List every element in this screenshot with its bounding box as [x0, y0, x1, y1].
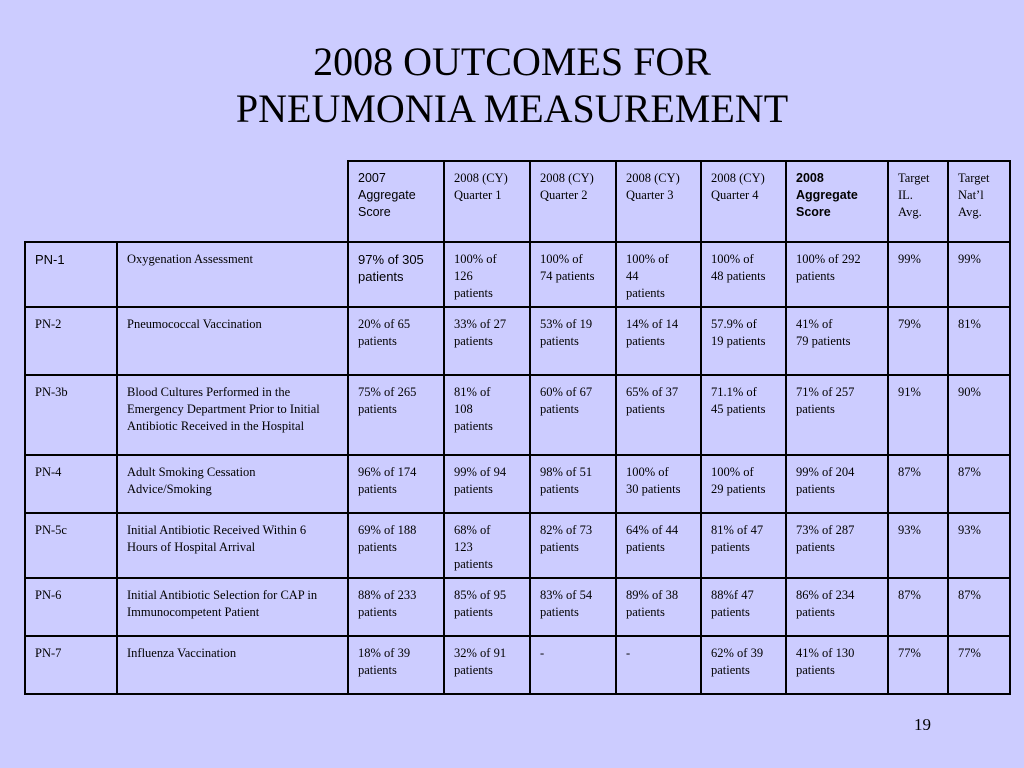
measure-code: PN-7: [25, 636, 117, 694]
score-2008-aggregate: 99% of 204 patients: [786, 455, 888, 513]
score-2007: 18% of 39 patients: [348, 636, 444, 694]
score-q1: 81% of 108 patients: [444, 375, 530, 455]
measure-name: Adult Smoking Cessation Advice/Smoking: [117, 455, 348, 513]
score-q2: 53% of 19 patients: [530, 307, 616, 375]
title-line-2: PNEUMONIA MEASUREMENT: [235, 86, 789, 131]
slide-title: [0, 38, 1024, 132]
target-natl: 93%: [948, 513, 1010, 578]
score-2008-aggregate: 41% of 79 patients: [786, 307, 888, 375]
target-il: 87%: [888, 578, 948, 636]
score-q3: 14% of 14 patients: [616, 307, 701, 375]
measure-code: PN-6: [25, 578, 117, 636]
score-q4: 62% of 39 patients: [701, 636, 786, 694]
target-il: 91%: [888, 375, 948, 455]
score-2008-aggregate: 86% of 234 patients: [786, 578, 888, 636]
score-q3: 64% of 44 patients: [616, 513, 701, 578]
score-q2: 100% of 74 patients: [530, 242, 616, 307]
score-q4: 57.9% of 19 patients: [701, 307, 786, 375]
score-q3: -: [616, 636, 701, 694]
score-2008-aggregate: 73% of 287 patients: [786, 513, 888, 578]
target-natl: 99%: [948, 242, 1010, 307]
target-natl: 87%: [948, 578, 1010, 636]
measure-name: Oxygenation Assessment: [117, 242, 348, 307]
measure-code: PN-3b: [25, 375, 117, 455]
page-number: 19: [914, 715, 931, 734]
table-row: [25, 513, 1010, 578]
header-target-natl-avg: Target Nat’l Avg.: [948, 161, 1010, 242]
score-2008-aggregate: 100% of 292 patients: [786, 242, 888, 307]
score-q2: 98% of 51 patients: [530, 455, 616, 513]
score-q2: 83% of 54 patients: [530, 578, 616, 636]
score-2007: 97% of 305 patients: [348, 242, 444, 307]
target-natl: 90%: [948, 375, 1010, 455]
score-2007: 88% of 233 patients: [348, 578, 444, 636]
score-q1: 85% of 95 patients: [444, 578, 530, 636]
score-q3: 100% of 44 patients: [616, 242, 701, 307]
table-row: [25, 636, 1010, 694]
header-2008-quarter-2: 2008 (CY) Quarter 2: [530, 161, 616, 242]
measure-name: Pneumococcal Vaccination: [117, 307, 348, 375]
measure-code: PN-2: [25, 307, 117, 375]
header-2008-quarter-1: 2008 (CY) Quarter 1: [444, 161, 530, 242]
score-q1: 32% of 91 patients: [444, 636, 530, 694]
table-header-row: [25, 161, 1010, 242]
measure-name: Initial Antibiotic Received Within 6 Hours of Hospital Arrival: [117, 513, 348, 578]
target-il: 99%: [888, 242, 948, 307]
table-row: [25, 307, 1010, 375]
header-2008-aggregate-score: 2008 Aggregate Score: [786, 161, 888, 242]
table-row: [25, 578, 1010, 636]
score-2008-aggregate: 71% of 257 patients: [786, 375, 888, 455]
target-il: 87%: [888, 455, 948, 513]
score-q3: 65% of 37 patients: [616, 375, 701, 455]
score-q4: 71.1% of 45 patients: [701, 375, 786, 455]
title-line-1: 2008 OUTCOMES FOR: [313, 39, 711, 84]
score-q4: 100% of 29 patients: [701, 455, 786, 513]
score-q1: 33% of 27 patients: [444, 307, 530, 375]
score-q2: -: [530, 636, 616, 694]
score-q3: 89% of 38 patients: [616, 578, 701, 636]
target-il: 79%: [888, 307, 948, 375]
measure-name: Initial Antibiotic Selection for CAP in Immunocompetent Patient: [117, 578, 348, 636]
header-target-il-avg: Target IL. Avg.: [888, 161, 948, 242]
measure-code: PN-4: [25, 455, 117, 513]
header-blank-cell: [25, 161, 348, 242]
table-row: [25, 455, 1010, 513]
score-q4: 88%f 47 patients: [701, 578, 786, 636]
header-2008-quarter-4: 2008 (CY) Quarter 4: [701, 161, 786, 242]
score-2007: 75% of 265 patients: [348, 375, 444, 455]
score-2007: 69% of 188 patients: [348, 513, 444, 578]
score-q2: 82% of 73 patients: [530, 513, 616, 578]
score-q4: 81% of 47 patients: [701, 513, 786, 578]
measure-name: Influenza Vaccination: [117, 636, 348, 694]
outcomes-table: [24, 160, 1011, 695]
target-natl: 81%: [948, 307, 1010, 375]
target-natl: 87%: [948, 455, 1010, 513]
score-q1: 99% of 94 patients: [444, 455, 530, 513]
score-2007: 96% of 174 patients: [348, 455, 444, 513]
header-2007-aggregate-score: 2007 Aggregate Score: [348, 161, 444, 242]
target-il: 93%: [888, 513, 948, 578]
score-q4: 100% of 48 patients: [701, 242, 786, 307]
score-2008-aggregate: 41% of 130 patients: [786, 636, 888, 694]
score-q3: 100% of 30 patients: [616, 455, 701, 513]
measure-name: Blood Cultures Performed in the Emergency Department Prior to Initial Antibiotic Received in the Hospital: [117, 375, 348, 455]
score-q1: 68% of 123 patients: [444, 513, 530, 578]
table-row: [25, 375, 1010, 455]
measure-code: PN-1: [25, 242, 117, 307]
score-q1: 100% of 126 patients: [444, 242, 530, 307]
header-2008-quarter-3: 2008 (CY) Quarter 3: [616, 161, 701, 242]
measure-code: PN-5c: [25, 513, 117, 578]
target-il: 77%: [888, 636, 948, 694]
score-q2: 60% of 67 patients: [530, 375, 616, 455]
table-row: [25, 242, 1010, 307]
score-2007: 20% of 65 patients: [348, 307, 444, 375]
target-natl: 77%: [948, 636, 1010, 694]
